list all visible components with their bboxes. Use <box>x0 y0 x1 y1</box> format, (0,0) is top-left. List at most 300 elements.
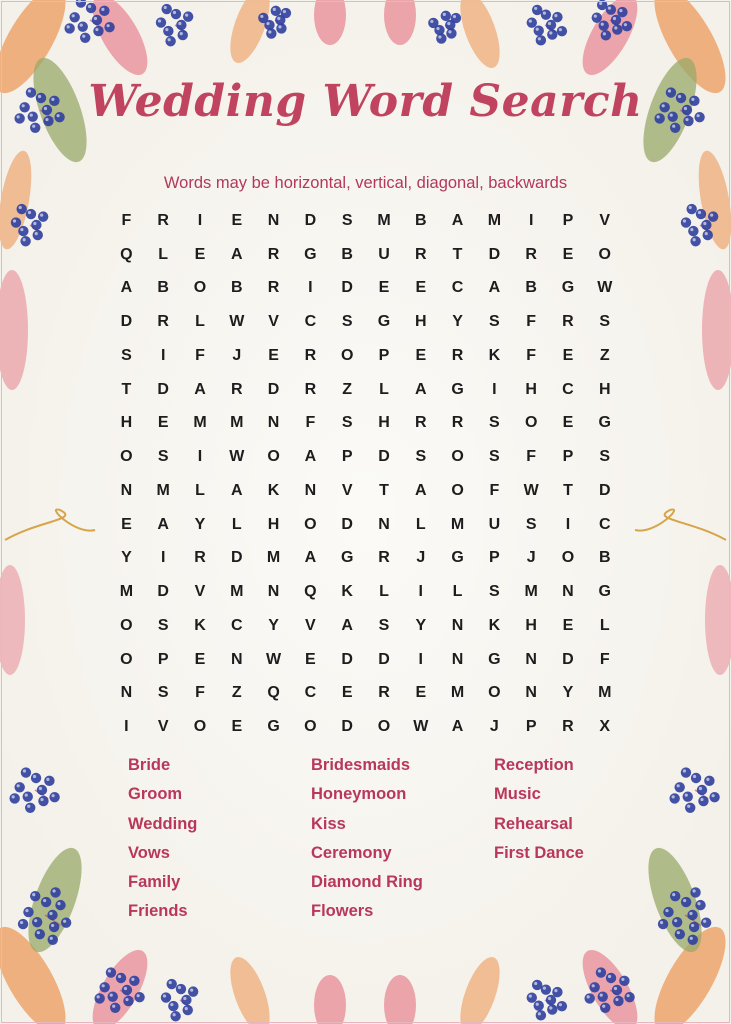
berry-highlight <box>12 795 15 798</box>
grid-letter: N <box>267 211 280 229</box>
grid-letter: J <box>526 549 536 567</box>
grid-letter: O <box>193 718 207 736</box>
berry-highlight <box>52 889 55 892</box>
berry-highlight <box>178 986 181 989</box>
berry-highlight <box>164 6 167 9</box>
berry <box>258 13 268 23</box>
berry <box>26 209 36 219</box>
berry <box>619 976 629 986</box>
berry <box>696 209 706 219</box>
grid-letter: O <box>598 245 611 263</box>
berry-highlight <box>693 238 696 241</box>
grid-letter: H <box>525 616 537 634</box>
berry-highlight <box>601 23 604 26</box>
grid-letter: M <box>156 481 170 499</box>
berry <box>547 1004 557 1014</box>
berry-highlight <box>614 987 617 990</box>
berry-highlight <box>600 994 603 997</box>
grid-letter: S <box>599 313 611 331</box>
grid-letter: Z <box>599 346 610 364</box>
word-list-item: Honeymoon <box>311 785 407 804</box>
grid-letter: N <box>267 414 280 432</box>
berry <box>35 929 45 939</box>
berry <box>596 967 606 977</box>
berry-highlight <box>283 10 286 13</box>
berry-highlight <box>173 11 176 14</box>
grid-letter: K <box>488 346 501 364</box>
berry-highlight <box>536 1003 539 1006</box>
grid-letter: E <box>562 346 574 364</box>
berry <box>597 0 607 10</box>
berry-highlight <box>710 214 713 217</box>
grid-letter: M <box>450 684 465 702</box>
berry-highlight <box>430 20 433 23</box>
berry <box>31 220 41 230</box>
berry <box>681 217 691 227</box>
grid-letter: H <box>525 380 537 398</box>
berry-highlight <box>599 2 602 5</box>
grid-letter: R <box>562 718 574 736</box>
grid-letter: C <box>231 616 243 634</box>
grid-letter: M <box>598 684 612 702</box>
grid-letter: D <box>488 245 501 263</box>
berry-highlight <box>698 211 701 214</box>
grid-letter: F <box>526 346 537 364</box>
grid-letter: M <box>230 414 244 432</box>
grid-letter: V <box>157 718 169 736</box>
berry <box>55 900 65 910</box>
berry <box>557 26 567 36</box>
grid-letter: F <box>489 481 500 499</box>
berry-highlight <box>137 994 140 997</box>
grid-letter: W <box>266 650 282 668</box>
berry-highlight <box>23 238 26 241</box>
berry <box>49 922 59 932</box>
grid-letter: S <box>341 414 353 432</box>
berry-highlight <box>700 798 703 801</box>
word-list-item: Bride <box>128 756 171 774</box>
grid-letter: P <box>489 549 500 567</box>
grid-letter: N <box>525 650 537 668</box>
berry-highlight <box>13 219 16 222</box>
berry-highlight <box>697 902 700 905</box>
grid-letter: P <box>562 211 574 229</box>
word-list-item: Flowers <box>311 902 374 921</box>
grid-letter: O <box>304 718 317 736</box>
berry-highlight <box>559 1003 562 1006</box>
berry-highlight <box>260 15 263 18</box>
berry <box>613 996 623 1006</box>
word-list-item: Ceremony <box>311 843 392 862</box>
berry <box>281 8 291 18</box>
berry <box>93 26 103 36</box>
grid-letter: Y <box>562 684 574 702</box>
berry-highlight <box>598 969 601 972</box>
grid-letter: N <box>378 515 390 533</box>
grid-letter: G <box>267 718 280 736</box>
grid-letter: L <box>195 313 205 331</box>
berry <box>697 785 707 795</box>
leaf-shape <box>314 975 346 1024</box>
grid-letter: H <box>414 313 427 331</box>
berry-highlight <box>699 787 702 790</box>
berry <box>99 6 109 16</box>
berry-highlight <box>592 984 595 987</box>
berry <box>161 992 171 1002</box>
leaf-shape <box>452 952 508 1024</box>
berry-highlight <box>35 232 38 235</box>
grid-letter: I <box>160 549 166 567</box>
berry-highlight <box>587 995 590 998</box>
berry <box>94 993 104 1003</box>
berry <box>9 793 19 803</box>
grid-letter: E <box>231 718 243 736</box>
grid-letter: L <box>379 380 389 398</box>
grid-letter: L <box>231 515 242 533</box>
grid-letter: D <box>378 650 390 668</box>
grid-letter: V <box>194 583 206 601</box>
word-list-column <box>494 754 677 930</box>
grid-letter: S <box>341 211 353 229</box>
grid-letter: I <box>528 211 534 229</box>
grid-letter: A <box>231 245 243 263</box>
berry-highlight <box>25 794 28 797</box>
grid-letter: A <box>157 515 169 533</box>
berry-highlight <box>685 794 688 797</box>
berry-highlight <box>34 919 37 922</box>
berry <box>47 910 57 920</box>
berry-highlight <box>82 35 85 38</box>
gold-tendril <box>5 509 95 540</box>
grid-letter: J <box>232 346 242 364</box>
berry <box>181 995 191 1005</box>
grid-letter: R <box>378 549 390 567</box>
berry <box>698 796 708 806</box>
grid-letter: H <box>378 414 390 432</box>
berry <box>600 1003 610 1013</box>
grid-letter: E <box>231 211 243 229</box>
grid-letter: G <box>451 380 464 398</box>
berry-highlight <box>158 19 161 22</box>
berry <box>689 922 699 932</box>
grid-letter: O <box>451 481 464 499</box>
grid-letter: K <box>341 583 353 601</box>
berry <box>129 976 139 986</box>
berry-highlight <box>691 924 694 927</box>
berry <box>163 26 173 36</box>
grid-letter: N <box>120 684 133 702</box>
berry-highlight <box>548 997 551 1000</box>
grid-letter: C <box>304 313 317 331</box>
grid-letter: T <box>379 481 389 499</box>
grid-letter: S <box>157 684 169 702</box>
berry-highlight <box>543 12 546 15</box>
grid-letter: N <box>267 583 280 601</box>
leaf-shape <box>0 565 25 675</box>
berry-highlight <box>549 1006 552 1009</box>
grid-letter: D <box>341 515 353 533</box>
berry <box>612 24 622 34</box>
berry <box>271 6 281 16</box>
berry-highlight <box>436 27 439 30</box>
grid-letter: R <box>525 245 537 263</box>
berry <box>18 226 28 236</box>
berry-highlight <box>178 22 181 25</box>
berry <box>11 217 21 227</box>
grid-letter: Y <box>452 313 463 331</box>
word-list-item: Friends <box>128 902 188 921</box>
grid-letter: S <box>157 616 169 634</box>
grid-letter: E <box>157 414 169 432</box>
berry-highlight <box>170 1003 173 1006</box>
berry <box>688 935 698 945</box>
berry-highlight <box>43 899 46 902</box>
grid-letter: A <box>304 448 317 466</box>
berry-highlight <box>603 32 606 35</box>
leaf-shape <box>222 952 278 1024</box>
grid-letter: S <box>489 583 500 601</box>
grid-letter: O <box>267 448 280 466</box>
berry <box>171 9 181 19</box>
grid-letter: O <box>488 684 501 702</box>
berry <box>178 30 188 40</box>
grid-letter: E <box>194 245 206 263</box>
berry <box>38 796 48 806</box>
berry <box>78 21 88 31</box>
grid-letter: K <box>194 616 206 634</box>
grid-letter: R <box>414 245 427 263</box>
berry <box>64 23 74 33</box>
berry <box>170 1011 180 1021</box>
berry <box>687 204 697 214</box>
berry <box>584 993 594 1003</box>
grid-letter: O <box>120 448 133 466</box>
grid-letter: L <box>158 245 169 263</box>
word-list-item: Vows <box>128 843 170 862</box>
word-list <box>128 754 677 930</box>
berry <box>703 230 713 240</box>
berry-highlight <box>165 28 168 31</box>
grid-letter: W <box>229 313 245 331</box>
grid-letter: F <box>305 414 316 432</box>
berry-highlight <box>529 20 532 23</box>
grid-letter: O <box>451 448 464 466</box>
berry <box>683 791 693 801</box>
grid-letter: E <box>562 414 574 432</box>
grid-letter: B <box>525 279 537 297</box>
grid-letter: A <box>414 481 427 499</box>
berry <box>701 918 711 928</box>
grid-letter: R <box>414 414 427 432</box>
grid-letter: I <box>308 279 313 297</box>
berry-highlight <box>268 30 271 33</box>
grid-letter: R <box>378 684 390 702</box>
berry-highlight <box>602 1005 605 1008</box>
berry <box>701 220 711 230</box>
leaf-shape <box>0 270 28 390</box>
grid-letter: H <box>267 515 280 533</box>
grid-letter: P <box>341 448 353 466</box>
grid-letter: D <box>378 448 390 466</box>
grid-letter: E <box>562 616 574 634</box>
word-list-item: Wedding <box>128 814 198 833</box>
grid-letter: Q <box>304 583 317 601</box>
grid-letter: Z <box>342 380 353 398</box>
berry <box>110 1003 120 1013</box>
leaf-shape <box>0 148 37 251</box>
grid-letter: M <box>524 583 538 601</box>
berry <box>557 1001 567 1011</box>
berry-highlight <box>712 794 715 797</box>
berry <box>527 17 537 27</box>
berry-highlight <box>278 25 281 28</box>
grid-letter: D <box>157 380 169 398</box>
berry-highlight <box>689 912 692 915</box>
berry <box>617 7 627 17</box>
grid-letter: C <box>304 684 317 702</box>
berry <box>162 4 172 14</box>
berry-highlight <box>49 912 52 915</box>
grid-letter: W <box>413 718 429 736</box>
grid-letter: M <box>119 583 134 601</box>
berry <box>687 910 697 920</box>
berry <box>61 918 71 928</box>
grid-letter: B <box>231 279 243 297</box>
grid-letter: O <box>524 414 538 432</box>
berry-highlight <box>97 995 100 998</box>
berry-highlight <box>94 17 97 20</box>
berry <box>708 211 718 221</box>
grid-letter: K <box>267 481 280 499</box>
berry-highlight <box>608 7 611 10</box>
berry-highlight <box>80 24 83 27</box>
berry-highlight <box>273 8 276 11</box>
berry-highlight <box>689 206 692 209</box>
grid-letter: I <box>565 515 571 533</box>
grid-letter: I <box>124 718 129 736</box>
berry <box>122 985 132 995</box>
berry-highlight <box>594 15 597 18</box>
berry <box>532 980 542 990</box>
berry-highlight <box>705 232 708 235</box>
grid-letter: Y <box>268 616 279 634</box>
word-list-item: Music <box>494 785 541 804</box>
berry-highlight <box>63 920 66 923</box>
grid-letter: S <box>341 313 353 331</box>
leaf-shape <box>705 565 731 675</box>
berry <box>681 897 691 907</box>
berry-highlight <box>33 775 36 778</box>
grid-letter: V <box>268 313 279 331</box>
grid-letter: O <box>193 279 207 297</box>
grid-letter: A <box>414 380 427 398</box>
grid-letter: C <box>451 279 464 297</box>
berry <box>552 12 562 22</box>
berry-highlight <box>693 775 696 778</box>
grid-letter: E <box>268 346 279 364</box>
berry <box>92 15 102 25</box>
berry-highlight <box>112 1005 115 1008</box>
berry <box>183 11 193 21</box>
berry <box>688 226 698 236</box>
grid-letter: W <box>523 481 539 499</box>
grid-letter: A <box>194 380 206 398</box>
grid-letter: G <box>488 650 501 668</box>
berry-highlight <box>33 222 36 225</box>
leaf-shape <box>384 975 416 1024</box>
berry-highlight <box>101 8 104 11</box>
berry-highlight <box>538 1012 541 1015</box>
grid-letter: F <box>526 448 537 466</box>
berry-highlight <box>613 17 616 20</box>
berry <box>599 21 609 31</box>
berry-highlight <box>118 975 121 978</box>
letter-grid <box>108 204 623 744</box>
grid-letter: N <box>120 481 133 499</box>
berry-highlight <box>703 222 706 225</box>
grid-letter: O <box>120 616 133 634</box>
grid-letter: D <box>598 481 611 499</box>
berry <box>168 1001 178 1011</box>
grid-letter: N <box>451 616 464 634</box>
grid-letter: O <box>304 515 317 533</box>
grid-letter: D <box>304 211 317 229</box>
grid-letter: A <box>231 481 243 499</box>
berry-highlight <box>438 35 441 38</box>
grid-letter: Z <box>231 684 242 702</box>
berry-highlight <box>608 975 611 978</box>
grid-letter: I <box>160 346 166 364</box>
grid-letter: L <box>379 583 389 601</box>
word-list-item: First Dance <box>494 843 584 862</box>
berry-highlight <box>690 228 693 231</box>
grid-letter: W <box>229 448 245 466</box>
grid-letter: V <box>341 481 353 499</box>
word-list-column <box>128 754 311 930</box>
grid-letter: I <box>418 583 423 601</box>
berry-highlight <box>125 998 128 1001</box>
leaf-shape <box>384 0 416 45</box>
berry <box>536 35 546 45</box>
berry <box>30 891 40 901</box>
grid-letter: B <box>414 211 427 229</box>
grid-letter: I <box>492 380 497 398</box>
berry <box>17 204 27 214</box>
berry <box>50 887 60 897</box>
grid-letter: Y <box>121 549 132 567</box>
grid-letter: M <box>230 583 244 601</box>
berry <box>547 29 557 39</box>
berry-highlight <box>677 784 680 787</box>
berry-highlight <box>67 25 70 28</box>
berry <box>534 1001 544 1011</box>
grid-letter: E <box>378 279 390 297</box>
grid-letter: C <box>562 380 574 398</box>
berry <box>104 22 114 32</box>
berry <box>44 776 54 786</box>
berry-highlight <box>683 219 686 222</box>
berry <box>123 996 133 1006</box>
berry-highlight <box>102 984 105 987</box>
berry <box>41 897 51 907</box>
grid-letter: A <box>304 549 317 567</box>
grid-letter: Y <box>194 515 206 533</box>
leaf-shape <box>702 270 731 390</box>
grid-letter: T <box>121 380 132 398</box>
grid-letter: L <box>195 481 205 499</box>
berry <box>685 803 695 813</box>
berry <box>446 28 456 38</box>
